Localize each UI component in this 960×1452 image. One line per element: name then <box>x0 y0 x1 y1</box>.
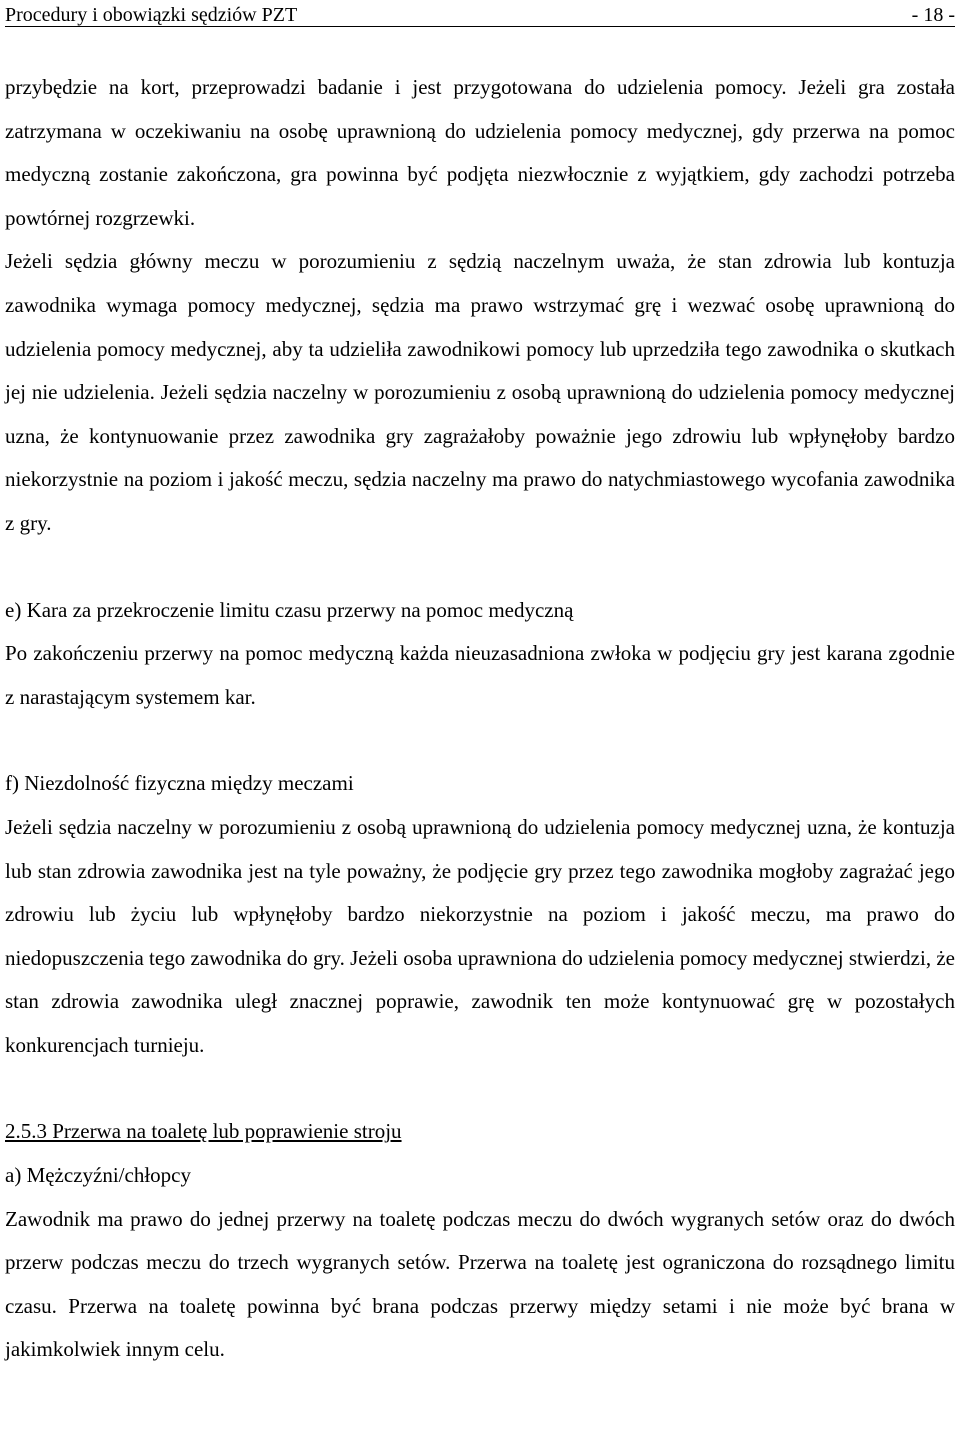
heading-a: a) Mężczyźni/chłopcy <box>5 1163 191 1188</box>
header-title: Procedury i obowiązki sędziów PZT <box>5 4 298 26</box>
section-heading-text: 2.5.3 Przerwa na toaletę lub poprawienie stroju <box>5 1119 402 1144</box>
heading-f: f) Niezdolność fizyczna między meczami <box>5 771 354 796</box>
paragraph-toilet-break: Zawodnik ma prawo do jednej przerwy na toaletę podczas meczu do dwóch wygranych setów oraz do dwóch przerw podczas meczu do trzech wygranych setów. Przerwa na toaletę jest ograniczona do rozsądnego limitu czasu. Przerwa na toaletę powinna być brana podczas przerwy między setami i nie może być brana w jakimkolwiek innym celu. <box>5 1206 955 1362</box>
page-number: - 18 - <box>911 4 955 26</box>
paragraph-continuation: przybędzie na kort, przeprowadzi badanie i jest przygotowana do udzielenia pomocy. Jeżeli gra została zatrzymana w oczekiwaniu na osobę uprawnioną do udzielenia pomocy medycznej, gdy przerwa na pomoc medyczną zostanie zakończona, gra powinna być podjęta niezwłocznie z wyjątkiem, gdy zachodzi potrzeba powtórnej rozgrzewki. <box>5 75 955 230</box>
paragraph-referee-medical: Jeżeli sędzia główny meczu w porozumieniu z sędzią naczelnym uważa, że stan zdrowia lub kontuzja zawodnika wymaga pomocy medycznej, sędzia ma prawo wstrzymać grę i wezwać osobę uprawnioną do udzielenia pomocy medycznej, aby ta udzieliła zawodnikowi pomocy lub uprzedziła tego zawodnika o skutkach jej nie udzielenia. Jeżeli sędzia naczelny w porozumieniu z osobą uprawnioną do udzielenia pomocy medycznej uzna, że kontynuowanie przez zawodnika gry zagrażałoby poważnie jego zdrowiu lub wpłynęłoby bardzo niekorzystnie na poziom i jakość meczu, sędzia naczelny ma prawo do natychmiastowego wycofania zawodnika z gry. <box>5 249 955 535</box>
page-header <box>5 0 955 27</box>
section-heading-2-5-3 <box>5 1110 955 1154</box>
heading-e: e) Kara za przekroczenie limitu czasu przerwy na pomoc medyczną <box>5 597 574 622</box>
paragraph-penalty: Po zakończeniu przerwy na pomoc medyczną każda nieuzasadniona zwłoka w podjęciu gry jest karana zgodnie z narastającym systemem kar. <box>5 641 955 709</box>
paragraph-physical-inability: Jeżeli sędzia naczelny w porozumieniu z osobą uprawnioną do udzielenia pomocy medycznej uzna, że kontuzja lub stan zdrowia zawodnika jest na tyle poważny, że podjęcie gry przez tego zawodnika mogłoby zagrażać jego zdrowiu lub życiu lub wpłynęłoby bardzo niekorzystnie na poziom i jakość meczu, ma prawo do niedopuszczenia tego zawodnika do gry. Jeżeli osoba uprawniona do udzielenia pomocy medycznej stwierdzi, że stan zdrowia zawodnika uległ znacznej poprawie, zawodnik ten może kontynuować grę w pozostałych konkurencjach turnieju. <box>5 814 955 1057</box>
document-body <box>5 66 955 1372</box>
